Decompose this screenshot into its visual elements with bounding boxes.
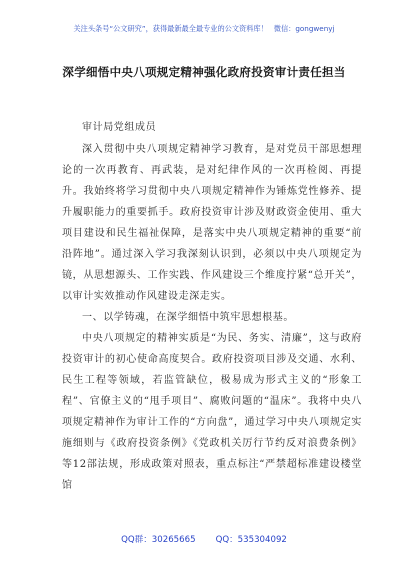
page-header-banner [0,24,408,34]
page-footer [0,533,408,545]
document-body [62,117,362,496]
footer-qq-group: QQ群：30265665 [121,535,196,545]
section-heading-1: 一、以学铸魂，在深学细悟中筑牢思想根基。 [82,312,294,323]
paragraph-intro: 深入贯彻中央八项规定精神学习教育，是对党员干部思想理论的一次再教育、再武装，是对纪律作风的一次再检阅、再提升。我始终将学习贯彻中央八项规定精神作为锤炼党性修养、提升履职能力的重要抓手。政府投资审计涉及财政资金使用、重大项目建设和民生福祉保障，是落实中央八项规定精神的重要“前沿阵地”。通过深入学习我深刻认识到，必须以中央八项规定为镜，从思想源头、工作实践、作风建设三个维度拧紧“总开关”，以审计实效推动作风建设走深走实。 [62,144,362,302]
paragraph-section-1: 中央八项规定的精神实质是“为民、务实、清廉”，这与政府投资审计的初心使命高度契合。政府投资项目涉及交通、水利、民生工程等领域，若监管缺位，极易成为形式主义的“形象工程”、官僚主义的“甩手项目”、腐败问题的“温床”。我将中央八项规定精神作为审计工作的“方向盘”，通过学习中央八项规定实施细则与《政府投资条例》《党政机关厉行节约反对浪费条例》等12部法规，形成政策对照表，重点标注“严禁超标准建设楼堂馆 [62,333,362,491]
header-promo-text: 关注头条号“公文研究”，获得最新最全最专业的公文资料库！ [73,24,268,33]
header-wechat-text: 微信：gongwenyj [273,24,335,33]
footer-qq-contact: QQ：535304092 [215,535,287,545]
document-title: 深学细悟中央八项规定精神强化政府投资审计责任担当 [62,65,346,79]
document-author: 审计局党组成员 [82,122,157,133]
